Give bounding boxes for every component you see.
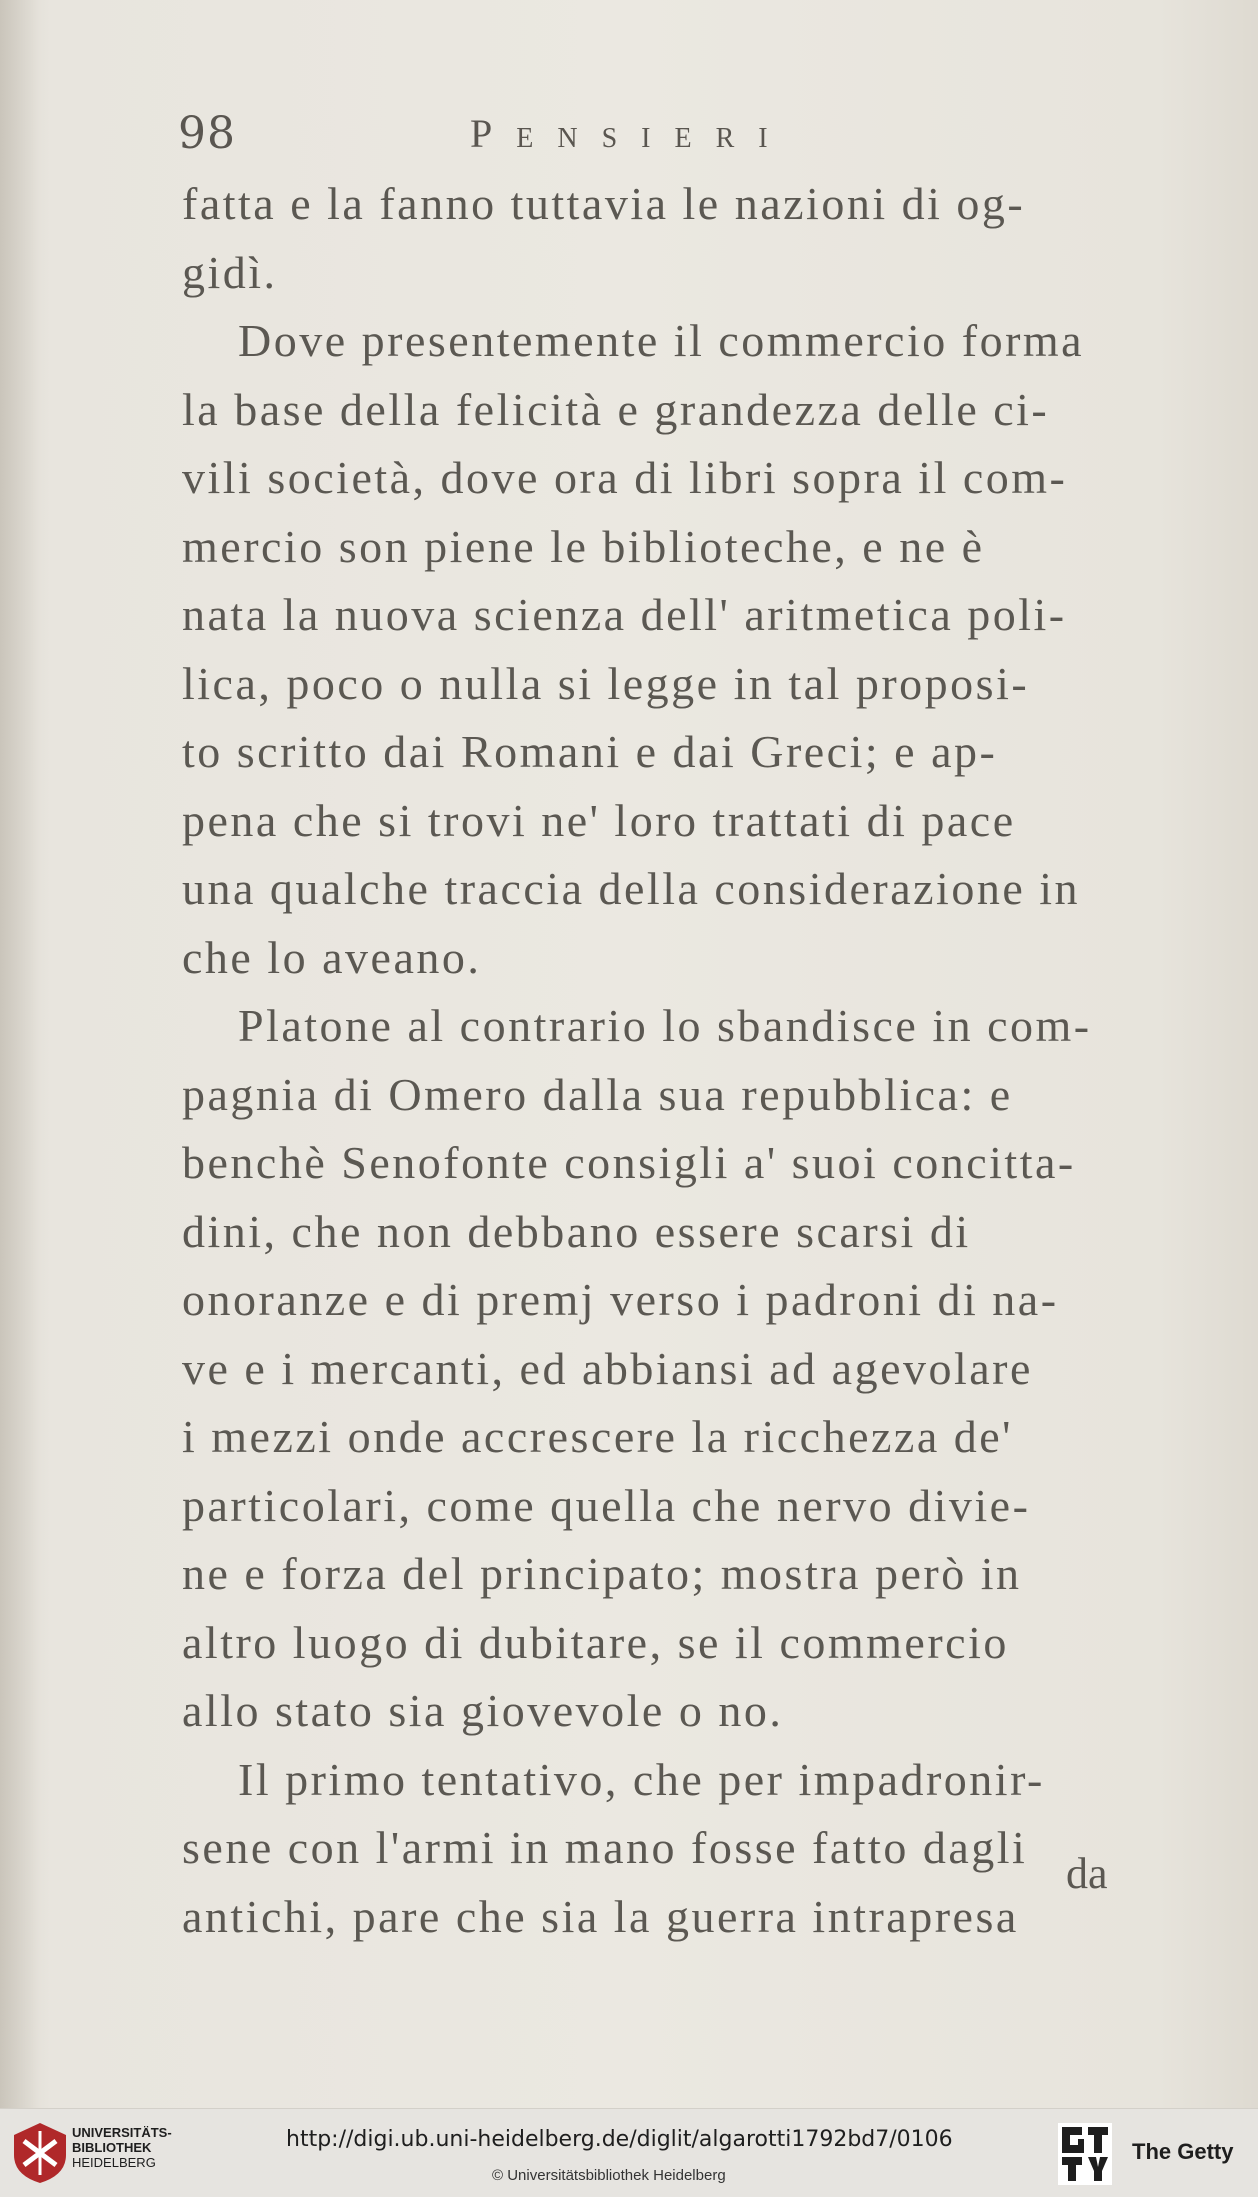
getty-logo-icon bbox=[1058, 2123, 1112, 2185]
library-name-line: UNIVERSITÄTS- bbox=[72, 2125, 172, 2140]
text-line: dini, che non debbano essere scarsi di bbox=[182, 1205, 971, 1257]
text-line: altro luogo di dubitare, se il commercio bbox=[182, 1616, 1009, 1668]
page-header bbox=[178, 108, 1178, 168]
permalink-url[interactable]: http://digi.ub.uni-heidelberg.de/diglit/algarotti1792bd7/0106 bbox=[286, 2127, 953, 2152]
text-line: nata la nuova scienza dell' aritmetica poli- bbox=[182, 589, 1067, 640]
copyright-notice: © Universitätsbibliothek Heidelberg bbox=[492, 2167, 726, 2184]
running-head: Pensieri bbox=[470, 111, 792, 156]
text-line: Il primo tentativo, che per impadronir- bbox=[238, 1753, 1045, 1805]
text-line: gidì. bbox=[182, 246, 278, 298]
library-name-line: BIBLIOTHEK bbox=[72, 2140, 152, 2155]
text-line: Platone al contrario lo sbandisce in com- bbox=[238, 1000, 1092, 1051]
text-line: ve e i mercanti, ed abbiansi ad agevolare bbox=[182, 1342, 1033, 1394]
text-line: che lo aveano. bbox=[182, 931, 482, 983]
text-line: allo stato sia giovevole o no. bbox=[182, 1685, 784, 1736]
footer-bar bbox=[0, 2108, 1258, 2197]
text-line: onoranze e di premj verso i padroni di na- bbox=[182, 1274, 1059, 1325]
text-line: la base della felicità e grandezza delle ci- bbox=[182, 383, 1050, 435]
getty-label: The Getty bbox=[1132, 2139, 1234, 2164]
text-line: Dove presentemente il commercio forma bbox=[238, 315, 1085, 366]
page-number: 98 bbox=[178, 108, 236, 159]
body-text bbox=[182, 170, 1162, 1951]
library-name bbox=[72, 2125, 172, 2170]
text-line: una qualche traccia della considerazione in bbox=[182, 863, 1081, 914]
library-name-line: HEIDELBERG bbox=[72, 2155, 156, 2170]
text-line: to scritto dai Romani e dai Greci; e ap- bbox=[182, 726, 998, 777]
text-line: fatta e la fanno tuttavia le nazioni di og- bbox=[182, 178, 1026, 229]
text-line: sene con l'armi in mano fosse fatto dagli bbox=[182, 1822, 1028, 1873]
university-library-logo-icon bbox=[12, 2121, 68, 2185]
catchword: da bbox=[1066, 1849, 1108, 1898]
text-line: mercio son piene le biblioteche, e ne è bbox=[182, 520, 985, 572]
text-line: i mezzi onde accrescere la ricchezza de' bbox=[182, 1411, 1013, 1462]
text-line: ne e forza del principato; mostra però in bbox=[182, 1548, 1022, 1599]
text-line: particolari, come quella che nervo divie- bbox=[182, 1479, 1031, 1531]
text-line: pena che si trovi ne' loro trattati di pace bbox=[182, 794, 1016, 846]
text-line: vili società, dove ora di libri sopra il com- bbox=[182, 452, 1068, 503]
page-gutter-shadow bbox=[0, 0, 40, 2108]
text-line: pagnia di Omero dalla sua repubblica: e bbox=[182, 1068, 1013, 1120]
text-line: benchè Senofonte consigli a' suoi concitta- bbox=[182, 1137, 1076, 1188]
text-line: antichi, pare che sia la guerra intrapresa bbox=[182, 1890, 1019, 1942]
text-line: lica, poco o nulla si legge in tal proposi- bbox=[182, 657, 1030, 709]
